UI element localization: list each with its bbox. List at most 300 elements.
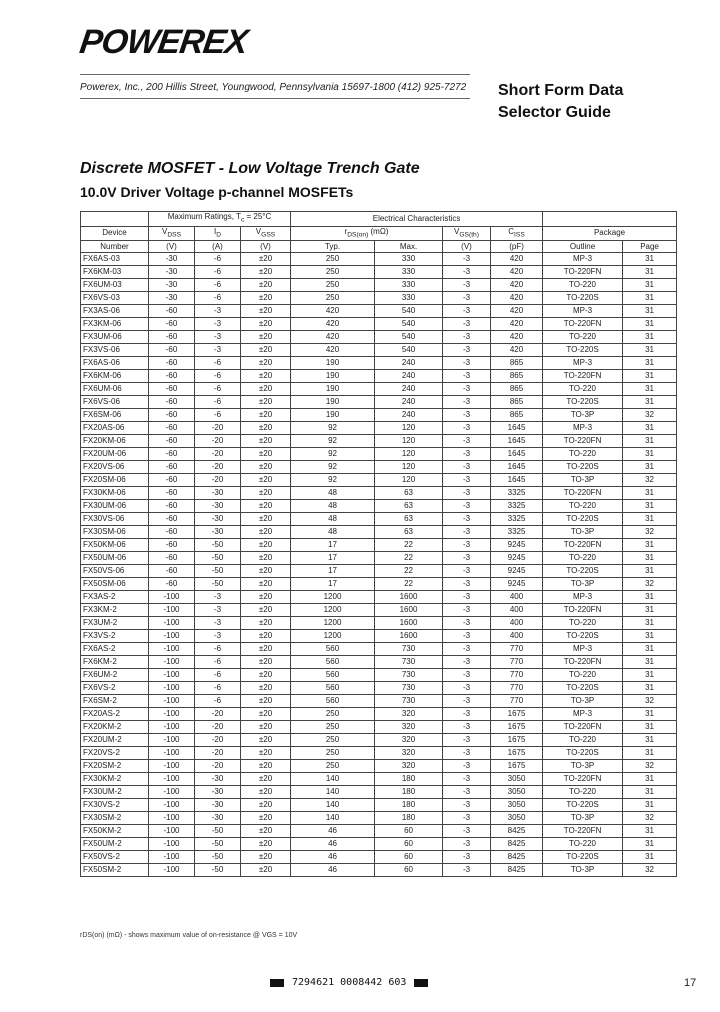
cell-page: 31 xyxy=(623,643,677,656)
cell-ciss: 420 xyxy=(491,305,543,318)
table-row xyxy=(81,448,677,461)
cell-typ: 92 xyxy=(291,422,375,435)
cell-id: -50 xyxy=(195,838,241,851)
cell-typ: 190 xyxy=(291,357,375,370)
cell-dev: FX50UM-06 xyxy=(81,552,149,565)
cell-max: 120 xyxy=(375,448,443,461)
table-row xyxy=(81,812,677,825)
cell-vgsth: -3 xyxy=(443,812,491,825)
cell-vgss: ±20 xyxy=(241,760,291,773)
cell-vdss: -60 xyxy=(149,474,195,487)
cell-max: 180 xyxy=(375,812,443,825)
cell-id: -30 xyxy=(195,526,241,539)
cell-id: -3 xyxy=(195,617,241,630)
cell-vdss: -100 xyxy=(149,851,195,864)
cell-outline: TO-220 xyxy=(543,669,623,682)
table-row xyxy=(81,734,677,747)
header-rds: $r_{DS(on)}$ (mΩ) xyxy=(291,226,443,241)
cell-vdss: -30 xyxy=(149,279,195,292)
cell-ciss: 3325 xyxy=(491,500,543,513)
cell-max: 540 xyxy=(375,305,443,318)
cell-page: 31 xyxy=(623,253,677,266)
barcode-block-right xyxy=(414,979,428,987)
unit-vgsth: (V) xyxy=(443,241,491,253)
cell-ciss: 3050 xyxy=(491,799,543,812)
cell-ciss: 400 xyxy=(491,630,543,643)
cell-dev: FX20UM-2 xyxy=(81,734,149,747)
cell-page: 31 xyxy=(623,825,677,838)
cell-typ: 420 xyxy=(291,331,375,344)
cell-outline: TO-220FN xyxy=(543,825,623,838)
cell-typ: 420 xyxy=(291,305,375,318)
cell-dev: FX6UM-2 xyxy=(81,669,149,682)
cell-page: 31 xyxy=(623,747,677,760)
cell-dev: FX20SM-06 xyxy=(81,474,149,487)
cell-outline: TO-220S xyxy=(543,396,623,409)
cell-vgsth: -3 xyxy=(443,695,491,708)
cell-vgss: ±20 xyxy=(241,812,291,825)
cell-vgsth: -3 xyxy=(443,851,491,864)
cell-outline: TO-220FN xyxy=(543,266,623,279)
cell-typ: 560 xyxy=(291,695,375,708)
cell-dev: FX20VS-2 xyxy=(81,747,149,760)
cell-max: 730 xyxy=(375,643,443,656)
cell-typ: 140 xyxy=(291,786,375,799)
document-title xyxy=(498,80,623,124)
table-row xyxy=(81,344,677,357)
cell-ciss: 400 xyxy=(491,617,543,630)
cell-max: 63 xyxy=(375,487,443,500)
cell-outline: TO-220 xyxy=(543,617,623,630)
cell-dev: FX3AS-06 xyxy=(81,305,149,318)
cell-vgss: ±20 xyxy=(241,682,291,695)
cell-vdss: -100 xyxy=(149,656,195,669)
cell-page: 31 xyxy=(623,448,677,461)
cell-id: -30 xyxy=(195,773,241,786)
cell-dev: FX3UM-2 xyxy=(81,617,149,630)
cell-dev: FX3UM-06 xyxy=(81,331,149,344)
cell-typ: 17 xyxy=(291,539,375,552)
cell-page: 31 xyxy=(623,851,677,864)
cell-ciss: 1675 xyxy=(491,760,543,773)
cell-vgsth: -3 xyxy=(443,786,491,799)
cell-dev: FX20KM-2 xyxy=(81,721,149,734)
cell-vgss: ±20 xyxy=(241,474,291,487)
table-row xyxy=(81,578,677,591)
cell-vgss: ±20 xyxy=(241,487,291,500)
cell-outline: TO-3P xyxy=(543,812,623,825)
cell-max: 120 xyxy=(375,474,443,487)
cell-vgss: ±20 xyxy=(241,747,291,760)
cell-vdss: -60 xyxy=(149,539,195,552)
cell-id: -3 xyxy=(195,604,241,617)
cell-ciss: 420 xyxy=(491,292,543,305)
cell-vgss: ±20 xyxy=(241,539,291,552)
company-address: Powerex, Inc., 200 Hillis Street, Youngwood, Pennsylvania 15697-1800 (412) 925-7272 xyxy=(80,82,467,93)
cell-vgsth: -3 xyxy=(443,591,491,604)
table-row xyxy=(81,539,677,552)
header-vgsth: $V_{GS(th)}$ xyxy=(443,226,491,241)
cell-typ: 250 xyxy=(291,721,375,734)
cell-typ: 17 xyxy=(291,552,375,565)
cell-vdss: -60 xyxy=(149,578,195,591)
cell-page: 31 xyxy=(623,539,677,552)
cell-max: 22 xyxy=(375,552,443,565)
cell-outline: TO-220S xyxy=(543,747,623,760)
cell-typ: 250 xyxy=(291,266,375,279)
cell-dev: FX6VS-2 xyxy=(81,682,149,695)
cell-page: 31 xyxy=(623,786,677,799)
cell-max: 330 xyxy=(375,279,443,292)
cell-dev: FX6AS-03 xyxy=(81,253,149,266)
cell-outline: TO-220S xyxy=(543,565,623,578)
cell-vgss: ±20 xyxy=(241,357,291,370)
cell-dev: FX3AS-2 xyxy=(81,591,149,604)
cell-vgss: ±20 xyxy=(241,604,291,617)
cell-max: 60 xyxy=(375,838,443,851)
cell-vgss: ±20 xyxy=(241,370,291,383)
cell-vgsth: -3 xyxy=(443,344,491,357)
cell-outline: TO-220 xyxy=(543,552,623,565)
cell-vdss: -100 xyxy=(149,786,195,799)
cell-vgsth: -3 xyxy=(443,383,491,396)
cell-id: -3 xyxy=(195,630,241,643)
cell-id: -3 xyxy=(195,305,241,318)
cell-ciss: 865 xyxy=(491,396,543,409)
table-row xyxy=(81,331,677,344)
table-body xyxy=(81,253,677,877)
cell-typ: 250 xyxy=(291,708,375,721)
barcode-number: 7294621 0008442 603 xyxy=(292,977,407,988)
cell-id: -20 xyxy=(195,435,241,448)
cell-ciss: 3325 xyxy=(491,513,543,526)
cell-page: 32 xyxy=(623,526,677,539)
cell-vgss: ±20 xyxy=(241,461,291,474)
cell-dev: FX6VS-03 xyxy=(81,292,149,305)
table-header-unit-row xyxy=(81,241,677,253)
cell-outline: TO-3P xyxy=(543,760,623,773)
cell-typ: 250 xyxy=(291,253,375,266)
cell-outline: TO-3P xyxy=(543,695,623,708)
header-ciss: $C_{ISS}$ xyxy=(491,226,543,241)
cell-vgsth: -3 xyxy=(443,318,491,331)
table-row xyxy=(81,357,677,370)
cell-page: 32 xyxy=(623,474,677,487)
cell-outline: TO-220FN xyxy=(543,318,623,331)
cell-outline: MP-3 xyxy=(543,708,623,721)
cell-max: 330 xyxy=(375,266,443,279)
cell-typ: 250 xyxy=(291,734,375,747)
cell-id: -6 xyxy=(195,656,241,669)
table-row xyxy=(81,474,677,487)
header-rule-top xyxy=(80,74,470,75)
cell-outline: MP-3 xyxy=(543,253,623,266)
table-row xyxy=(81,435,677,448)
cell-vdss: -100 xyxy=(149,708,195,721)
cell-page: 32 xyxy=(623,409,677,422)
cell-ciss: 1645 xyxy=(491,448,543,461)
cell-ciss: 770 xyxy=(491,669,543,682)
cell-vdss: -60 xyxy=(149,409,195,422)
cell-vdss: -60 xyxy=(149,396,195,409)
cell-id: -3 xyxy=(195,591,241,604)
cell-dev: FX50VS-06 xyxy=(81,565,149,578)
cell-vdss: -100 xyxy=(149,825,195,838)
cell-vgsth: -3 xyxy=(443,370,491,383)
cell-typ: 250 xyxy=(291,279,375,292)
cell-vgss: ±20 xyxy=(241,799,291,812)
cell-typ: 92 xyxy=(291,461,375,474)
cell-max: 330 xyxy=(375,253,443,266)
cell-dev: FX6UM-03 xyxy=(81,279,149,292)
cell-max: 730 xyxy=(375,669,443,682)
cell-typ: 1200 xyxy=(291,591,375,604)
table-row xyxy=(81,656,677,669)
cell-max: 540 xyxy=(375,331,443,344)
cell-max: 180 xyxy=(375,799,443,812)
table-row xyxy=(81,630,677,643)
cell-dev: FX50SM-2 xyxy=(81,864,149,877)
cell-id: -6 xyxy=(195,695,241,708)
cell-page: 31 xyxy=(623,487,677,500)
cell-dev: FX20UM-06 xyxy=(81,448,149,461)
cell-ciss: 3325 xyxy=(491,487,543,500)
cell-id: -50 xyxy=(195,552,241,565)
cell-typ: 92 xyxy=(291,474,375,487)
cell-page: 31 xyxy=(623,591,677,604)
cell-vgsth: -3 xyxy=(443,838,491,851)
cell-vdss: -100 xyxy=(149,617,195,630)
cell-typ: 46 xyxy=(291,825,375,838)
cell-ciss: 8425 xyxy=(491,838,543,851)
table-row xyxy=(81,643,677,656)
cell-outline: TO-220 xyxy=(543,734,623,747)
header-device: Device xyxy=(81,226,149,241)
cell-vdss: -100 xyxy=(149,760,195,773)
cell-vgsth: -3 xyxy=(443,396,491,409)
cell-vgss: ±20 xyxy=(241,708,291,721)
cell-vdss: -60 xyxy=(149,331,195,344)
cell-vgsth: -3 xyxy=(443,643,491,656)
cell-dev: FX6KM-03 xyxy=(81,266,149,279)
cell-vgss: ±20 xyxy=(241,331,291,344)
cell-vgss: ±20 xyxy=(241,318,291,331)
cell-dev: FX50UM-2 xyxy=(81,838,149,851)
table-row xyxy=(81,669,677,682)
cell-vdss: -60 xyxy=(149,318,195,331)
cell-ciss: 770 xyxy=(491,695,543,708)
table-row xyxy=(81,604,677,617)
cell-outline: TO-220FN xyxy=(543,721,623,734)
cell-page: 31 xyxy=(623,279,677,292)
cell-typ: 190 xyxy=(291,370,375,383)
cell-max: 1600 xyxy=(375,617,443,630)
unit-vgss: (V) xyxy=(241,241,291,253)
cell-outline: TO-220 xyxy=(543,838,623,851)
cell-id: -6 xyxy=(195,643,241,656)
cell-page: 31 xyxy=(623,630,677,643)
cell-vgsth: -3 xyxy=(443,799,491,812)
cell-outline: TO-220S xyxy=(543,292,623,305)
cell-vgss: ±20 xyxy=(241,552,291,565)
cell-vgss: ±20 xyxy=(241,305,291,318)
cell-ciss: 9245 xyxy=(491,552,543,565)
cell-outline: TO-220S xyxy=(543,461,623,474)
cell-vgss: ±20 xyxy=(241,617,291,630)
cell-max: 63 xyxy=(375,526,443,539)
cell-typ: 17 xyxy=(291,578,375,591)
cell-page: 32 xyxy=(623,812,677,825)
cell-typ: 560 xyxy=(291,656,375,669)
cell-vgss: ±20 xyxy=(241,721,291,734)
cell-vgsth: -3 xyxy=(443,773,491,786)
cell-outline: MP-3 xyxy=(543,305,623,318)
table-row xyxy=(81,747,677,760)
cell-vdss: -100 xyxy=(149,669,195,682)
cell-page: 31 xyxy=(623,357,677,370)
cell-vdss: -60 xyxy=(149,526,195,539)
header-rule-bottom xyxy=(80,98,470,99)
cell-dev: FX50KM-2 xyxy=(81,825,149,838)
cell-vdss: -30 xyxy=(149,266,195,279)
cell-typ: 420 xyxy=(291,344,375,357)
cell-vgsth: -3 xyxy=(443,292,491,305)
cell-vgss: ±20 xyxy=(241,851,291,864)
cell-vgss: ±20 xyxy=(241,253,291,266)
cell-outline: MP-3 xyxy=(543,591,623,604)
table-row xyxy=(81,773,677,786)
cell-dev: FX6KM-06 xyxy=(81,370,149,383)
table-row xyxy=(81,825,677,838)
cell-dev: FX50KM-06 xyxy=(81,539,149,552)
cell-page: 31 xyxy=(623,370,677,383)
cell-max: 120 xyxy=(375,461,443,474)
cell-vgss: ±20 xyxy=(241,786,291,799)
cell-page: 31 xyxy=(623,565,677,578)
cell-typ: 1200 xyxy=(291,604,375,617)
cell-ciss: 400 xyxy=(491,604,543,617)
cell-page: 31 xyxy=(623,734,677,747)
cell-dev: FX3KM-06 xyxy=(81,318,149,331)
cell-vgss: ±20 xyxy=(241,838,291,851)
cell-page: 32 xyxy=(623,864,677,877)
cell-max: 1600 xyxy=(375,591,443,604)
table-row xyxy=(81,383,677,396)
table-row xyxy=(81,487,677,500)
cell-dev: FX50VS-2 xyxy=(81,851,149,864)
cell-vdss: -60 xyxy=(149,513,195,526)
cell-typ: 560 xyxy=(291,643,375,656)
cell-vgss: ±20 xyxy=(241,266,291,279)
cell-max: 730 xyxy=(375,656,443,669)
cell-page: 31 xyxy=(623,422,677,435)
cell-vdss: -100 xyxy=(149,604,195,617)
cell-max: 730 xyxy=(375,695,443,708)
cell-typ: 190 xyxy=(291,396,375,409)
cell-outline: TO-220FN xyxy=(543,370,623,383)
cell-outline: TO-3P xyxy=(543,578,623,591)
cell-outline: TO-220S xyxy=(543,513,623,526)
footnote: rDS(on) (mΩ) - shows maximum value of on-resistance @ VGS = 10V xyxy=(80,932,298,939)
cell-vdss: -100 xyxy=(149,734,195,747)
cell-typ: 420 xyxy=(291,318,375,331)
cell-outline: TO-220S xyxy=(543,344,623,357)
cell-id: -6 xyxy=(195,396,241,409)
cell-outline: TO-220FN xyxy=(543,487,623,500)
cell-dev: FX6SM-06 xyxy=(81,409,149,422)
cell-max: 180 xyxy=(375,786,443,799)
cell-dev: FX30UM-06 xyxy=(81,500,149,513)
cell-page: 31 xyxy=(623,799,677,812)
cell-ciss: 420 xyxy=(491,331,543,344)
table-row xyxy=(81,838,677,851)
cell-max: 730 xyxy=(375,682,443,695)
cell-typ: 17 xyxy=(291,565,375,578)
cell-vgss: ±20 xyxy=(241,734,291,747)
cell-vgsth: -3 xyxy=(443,578,491,591)
cell-page: 31 xyxy=(623,383,677,396)
barcode-strip xyxy=(270,977,428,988)
cell-vgsth: -3 xyxy=(443,656,491,669)
cell-outline: TO-220FN xyxy=(543,435,623,448)
cell-vgsth: -3 xyxy=(443,747,491,760)
cell-outline: TO-220FN xyxy=(543,773,623,786)
cell-page: 31 xyxy=(623,461,677,474)
cell-page: 31 xyxy=(623,552,677,565)
cell-id: -30 xyxy=(195,812,241,825)
header-page: Page xyxy=(623,241,677,253)
cell-ciss: 420 xyxy=(491,318,543,331)
cell-max: 63 xyxy=(375,500,443,513)
cell-vgss: ±20 xyxy=(241,526,291,539)
cell-typ: 560 xyxy=(291,669,375,682)
cell-dev: FX20AS-06 xyxy=(81,422,149,435)
header-blank xyxy=(81,212,149,227)
table-row xyxy=(81,305,677,318)
table-row xyxy=(81,266,677,279)
powerex-logo: POWEREX xyxy=(77,23,250,61)
cell-vgsth: -3 xyxy=(443,630,491,643)
table-row xyxy=(81,682,677,695)
table-row xyxy=(81,786,677,799)
cell-id: -30 xyxy=(195,487,241,500)
cell-typ: 140 xyxy=(291,773,375,786)
table-header-group-row xyxy=(81,212,677,227)
cell-vdss: -100 xyxy=(149,721,195,734)
table-row xyxy=(81,292,677,305)
cell-vdss: -30 xyxy=(149,253,195,266)
header-number: Number xyxy=(81,241,149,253)
cell-id: -6 xyxy=(195,357,241,370)
cell-vgsth: -3 xyxy=(443,526,491,539)
cell-ciss: 9245 xyxy=(491,578,543,591)
cell-max: 540 xyxy=(375,344,443,357)
section-subtitle: 10.0V Driver Voltage p-channel MOSFETs xyxy=(80,184,354,200)
table-row xyxy=(81,422,677,435)
cell-typ: 560 xyxy=(291,682,375,695)
cell-outline: TO-3P xyxy=(543,474,623,487)
cell-vgss: ±20 xyxy=(241,669,291,682)
cell-ciss: 865 xyxy=(491,357,543,370)
cell-dev: FX3KM-2 xyxy=(81,604,149,617)
cell-ciss: 1645 xyxy=(491,474,543,487)
cell-dev: FX20VS-06 xyxy=(81,461,149,474)
cell-vdss: -100 xyxy=(149,682,195,695)
cell-id: -20 xyxy=(195,474,241,487)
table-row xyxy=(81,253,677,266)
cell-id: -30 xyxy=(195,799,241,812)
cell-ciss: 1675 xyxy=(491,747,543,760)
